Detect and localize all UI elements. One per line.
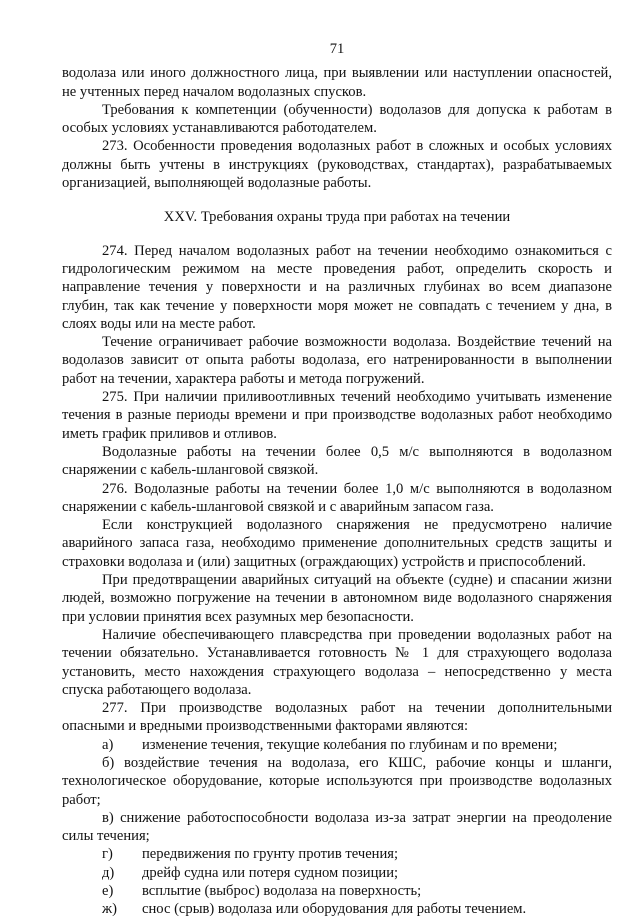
- list-item-marker: а): [102, 736, 114, 753]
- paragraph: водолаза или иного должностного лица, при выявлении или наступлении опасностей, не учтенных перед началом водолазных спусков.: [62, 65, 612, 100]
- list-item: [62, 736, 612, 754]
- paragraph: 273. Особенности проведения водолазных работ в сложных и особых условиях должны быть учтены в инструкциях (руководствах, стандартах), разрабатываемых организацией, выполняющей водолазные работы.: [62, 138, 612, 192]
- paragraph: При предотвращении аварийных ситуаций на объекте (судне) и спасании жизни людей, возможно погружение на течении в автономном виде водолазного снаряжения при условии принятия всех разумных мер безопасности.: [62, 572, 612, 625]
- paragraph: 277. При производстве водолазных работ на течении дополнительными опасными и вредными производственными факторами являются:: [62, 700, 612, 735]
- list-item-marker: г): [102, 846, 113, 863]
- list-item: в) снижение работоспособности водолаза из-за затрат энергии на преодоление силы течения;: [62, 809, 612, 845]
- list-item-text: изменение течения, текущие колебания по глубинам и по времени;: [142, 736, 558, 753]
- document-body: [62, 64, 612, 918]
- list-item-text: дрейф судна или потеря судном позиции;: [142, 864, 399, 881]
- list-item: [62, 882, 612, 900]
- paragraph: Наличие обеспечивающего плавсредства при проведении водолазных работ на течении обязательно. Устанавливается готовность № 1 для страхующего водолаза установить, место нахождения страхующего водолаза – непосредственно у места спуска работающего водолаза.: [62, 626, 612, 698]
- paragraph: Течение ограничивает рабочие возможности водолаза. Воздействие течений на водолазов зависит от опыта работы водолаза, его натренированности в выполнении работ на течении, характера работы и метода погружений.: [62, 334, 612, 387]
- list-item-text: снос (срыв) водолаза или оборудования для работы течением.: [142, 901, 527, 918]
- list-item: б) воздействие течения на водолаза, его КШС, рабочие концы и шланги, технологическое оборудование, которые используются при производстве водолазных работ;: [62, 754, 612, 808]
- list-item-marker: д): [102, 864, 115, 881]
- paragraph: 274. Перед началом водолазных работ на течении необходимо ознакомиться с гидрологическим режимом на месте проведения работ, определить скорость и направление течения у поверхности и на различных глубинах во всем диапазоне глубин, так как течение у поверхности моря может не совпадать с течением у дна, в слоях воды или на месте работ.: [62, 242, 612, 332]
- list-item: [62, 864, 612, 882]
- paragraph: Если конструкцией водолазного снаряжения не предусмотрено наличие аварийного запаса газа, необходимо применение дополнительных средств защиты и страховки водолаза и (или) защитных (ограждающих) устройств и приспособлений.: [62, 517, 612, 570]
- paragraph: 275. При наличии приливоотливных течений необходимо учитывать изменение течения в разные периоды времени и при производстве водолазных работ необходимо иметь график приливов и отливов.: [62, 389, 612, 442]
- list-item-marker: ж): [102, 901, 117, 918]
- list-item: [62, 845, 612, 863]
- list-item-text: всплытие (выброс) водолаза на поверхность;: [142, 883, 422, 900]
- section-heading: XXV. Требования охраны труда при работах на течении: [163, 209, 511, 226]
- page-number: 71: [329, 41, 345, 57]
- list-item-marker: е): [102, 883, 114, 900]
- paragraph: Требования к компетенции (обученности) водолазов для допуска к работам в особых условиях устанавливаются работодателем.: [62, 101, 612, 137]
- paragraph: 276. Водолазные работы на течении более 1,0 м/с выполняются в водолазном снаряжении с кабель-шланговой связкой и с аварийным запасом газа.: [62, 480, 612, 515]
- list-item: [62, 900, 612, 918]
- paragraph: Водолазные работы на течении более 0,5 м/с выполняются в водолазном снаряжении с кабель-шланговой связкой.: [62, 443, 612, 479]
- list-item-text: передвижения по грунту против течения;: [142, 846, 399, 863]
